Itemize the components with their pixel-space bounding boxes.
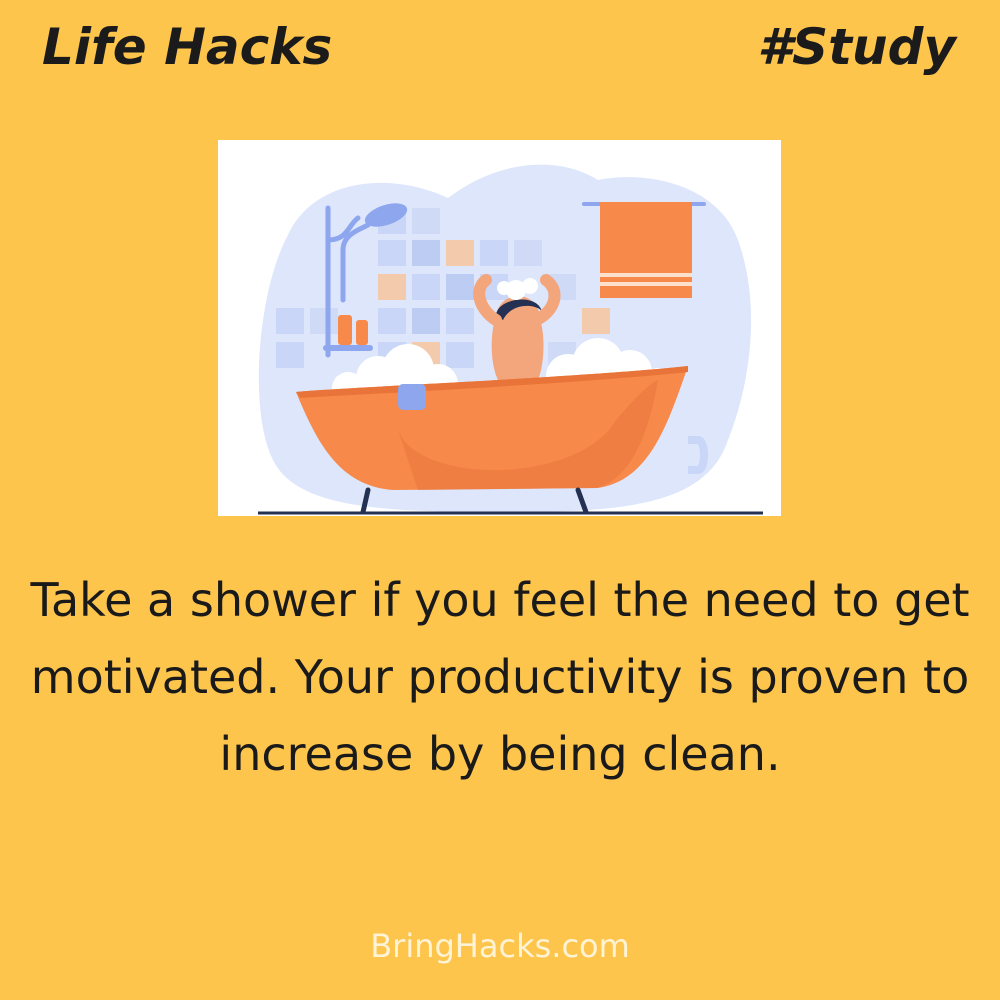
site-credit: BringHacks.com — [370, 927, 630, 965]
tip-text: Take a shower if you feel the need to get motivated. Your productivity is proven to increase by being clean. — [30, 573, 970, 781]
soap-bottle — [356, 320, 368, 345]
page-title: Life Hacks — [42, 18, 333, 76]
shampoo-bottle — [338, 315, 352, 345]
bath-toy — [398, 384, 426, 410]
shelf — [323, 345, 373, 351]
category-tag: #Study — [757, 18, 956, 76]
person-bathing-icon — [218, 140, 781, 516]
bathtub-illustration — [218, 140, 781, 516]
